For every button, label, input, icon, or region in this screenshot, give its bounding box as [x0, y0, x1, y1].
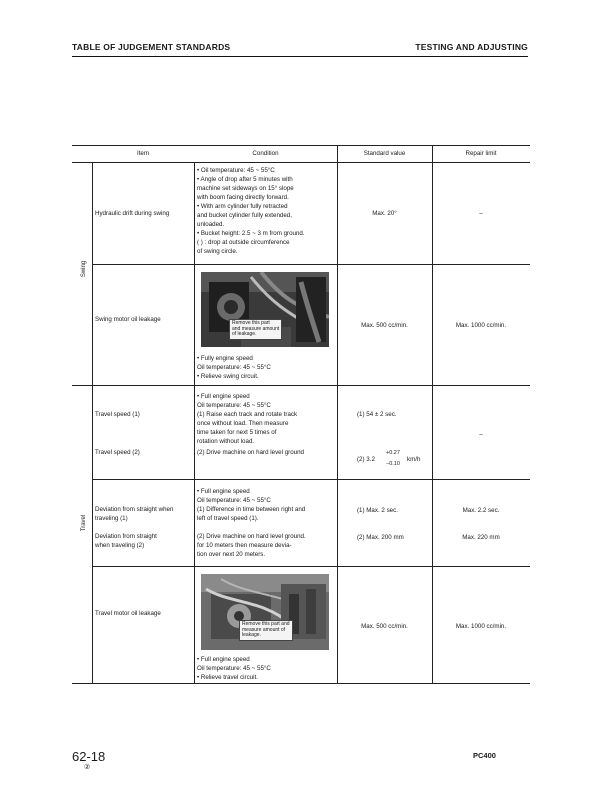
repair-swing-motor-leakage: Max. 1000 cc/min.	[455, 322, 507, 329]
standard-swing-motor-leakage: Max. 500 cc/min.	[361, 322, 408, 329]
model-number: PC400	[473, 751, 496, 760]
col-header-item: Item	[136, 150, 150, 157]
group-label-swing: Swing	[81, 260, 87, 278]
repair-travel-motor-leakage: Max. 1000 cc/min.	[455, 623, 507, 630]
group-label-travel: Travel	[81, 514, 87, 532]
page-number: 62-18	[72, 749, 106, 764]
repair-travel-speed: –	[479, 431, 483, 438]
swing-motor-photo	[201, 272, 329, 347]
repair-deviation-2: Max. 220 mm	[462, 534, 500, 541]
page-header	[72, 42, 528, 57]
col-header-condition: Condition	[252, 150, 279, 157]
travel-motor-photo	[201, 574, 329, 650]
standard-travel-speed-1: (1) 54 ± 2 sec.	[357, 411, 397, 418]
travel-photo-caption: Remove this part and measure amount of leakage.	[239, 620, 293, 641]
standard-hydraulic-drift: Max. 20°	[372, 210, 397, 217]
item-travel-motor-leakage: Travel motor oil leakage	[95, 610, 161, 617]
repair-deviation-1: Max. 2.2 sec.	[462, 507, 500, 514]
header-title: TABLE OF JUDGEMENT STANDARDS	[72, 42, 231, 52]
standard-deviation-1: (1) Max. 2 sec.	[357, 507, 398, 514]
revision-mark: ②	[84, 764, 91, 771]
item-hydraulic-drift: Hydraulic drift during swing	[95, 210, 170, 217]
item-travel-speed-2: Travel speed (2)	[95, 449, 140, 456]
header-section: TESTING AND ADJUSTING	[415, 42, 528, 52]
item-travel-speed-1: Travel speed (1)	[95, 411, 140, 418]
col-header-standard: Standard value	[363, 150, 406, 157]
col-header-repair: Repair limit	[465, 150, 497, 157]
item-swing-motor-leakage: Swing motor oil leakage	[95, 316, 161, 323]
standard-deviation-2: (2) Max. 200 mm	[357, 534, 404, 541]
swing-photo-caption: Remove this part and measure amount of leakage.	[229, 319, 282, 340]
standard-travel-motor-leakage: Max. 500 cc/min.	[361, 623, 408, 630]
repair-hydraulic-drift: –	[479, 210, 483, 217]
